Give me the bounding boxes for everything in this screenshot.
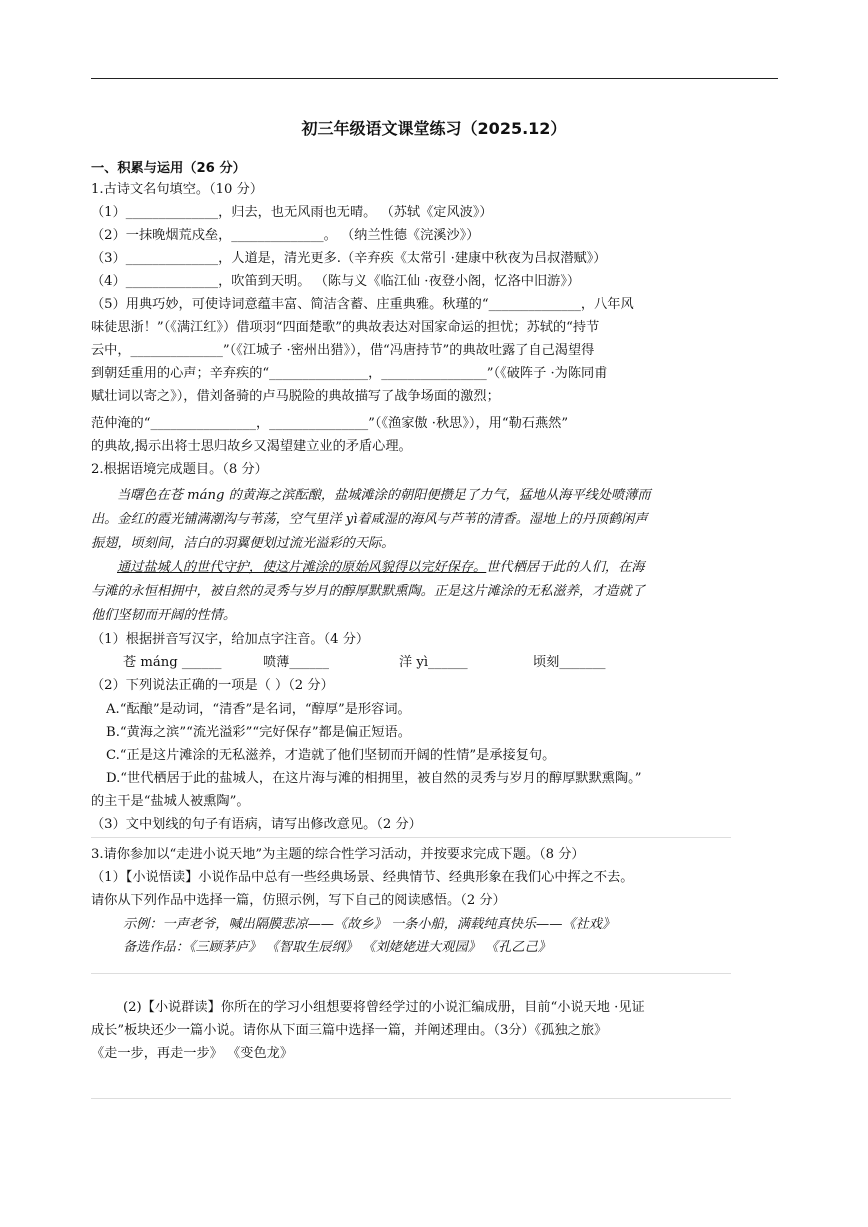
q3-line: 成长”板块还少一篇小说。请你从下面三篇中选择一篇，并阐述理由。（3分）《孤独之旅》 — [91, 1023, 608, 1038]
divider — [91, 837, 731, 838]
top-rule — [91, 78, 778, 79]
section-heading: 一、积累与运用（26 分） — [91, 161, 246, 176]
candidates-line: 备选作品：《三顾茅庐》 《智取生辰纲》 《刘姥姥进大观园》 《孔乙己》 — [123, 940, 551, 955]
answer-line — [91, 973, 731, 974]
pinyin-blank: 洋 yì______ — [399, 655, 468, 670]
q1-line: 的典故,揭示出将士思归故乡又渴望建立业的矛盾心理。 — [91, 439, 412, 454]
page-title: 初三年级语文课堂练习（2025.12） — [301, 119, 567, 138]
q1-line: （2）一抹晚烟荒戍垒，______________。 （纳兰性德《浣溪沙》） — [91, 228, 480, 243]
q2-heading: 2.根据语境完成题目。（8 分） — [91, 462, 268, 477]
q2-sub1: （1）根据拼音写汉字，给加点字注音。（4 分） — [91, 632, 370, 647]
q1-line: （5）用典巧妙，可使诗词意蕴丰富、简洁含蓄、庄重典雅。秋瑾的“______________，八年风 — [91, 297, 634, 312]
q3-line: 《走一步，再走一步》 《变色龙》 — [91, 1046, 294, 1061]
passage-line — [117, 558, 645, 578]
q1-line: （4）______________，吹笛到天明。 （陈与义《临江仙 ·夜登小阁，忆洛中旧游》） — [91, 274, 581, 289]
q1-line: 到朝廷重用的心声；辛弃疾的“_______________，________________”（《破阵子 ·为陈同甫 — [91, 366, 608, 381]
pinyin-blank: 苍 máng ______ — [123, 655, 222, 670]
q1-line: 范仲淹的“________________，_______________”（《渔家傲 ·秋思》），用“勒石燕然” — [91, 416, 569, 431]
q3-line: 请你从下列作品中选择一篇，仿照示例，写下自己的阅读感悟。（2 分） — [91, 893, 506, 908]
option: A.“酝酿”是动词，“清香”是名词，“醇厚”是形容词。 — [106, 702, 411, 717]
q2-sub2: （2）下列说法正确的一项是（ ）（2 分） — [91, 678, 334, 693]
q3-heading: 3.请你参加以“走进小说天地”为主题的综合性学习活动，并按要求完成下题。（8 分） — [91, 847, 585, 862]
passage-line: 当曙色在苍 máng 的黄海之滨酝酿，盐城滩涂的朝阳便攒足了力气，猛地从海平线处喷薄而 — [117, 488, 651, 503]
passage-line: 出。金红的霞光铺满潮沟与苇荡，空气里洋 yì着咸湿的海风与芦苇的清香。湿地上的丹顶鹤闲声 — [91, 512, 648, 527]
q1-line: 赋壮词以寄之》），借刘备骑的卢马脱险的典故描写了战争场面的激烈； — [91, 389, 500, 404]
passage-line: 他们坚韧而开阔的性情。 — [91, 608, 237, 623]
option: B.“黄海之滨”“流光溢彩”“完好保存”都是偏正短语。 — [106, 725, 411, 740]
passage-line: 与滩的永恒相拥中，被自然的灵秀与岁月的醇厚默默熏陶。正是这片滩涂的无私滋养，才造就了 — [91, 584, 645, 599]
q1-line: （1）______________，归去，也无风雨也无晴。 （苏轼《定风波》） — [91, 205, 493, 220]
example-line: 示例：一声老爷，喊出隔膜悲凉——《故乡》 一条小船，满载纯真快乐——《社戏》 — [123, 917, 616, 932]
q1-heading: 1.古诗文名句填空。（10 分） — [91, 182, 264, 197]
q2-sub3: （3）文中划线的句子有语病，请写出修改意见。（2 分） — [91, 817, 422, 832]
underlined-sentence: 通过盐城人的世代守护，使这片滩涂的原始风貌得以完好保存。 — [117, 560, 487, 575]
option: D.“世代栖居于此的盐城人，在这片海与滩的相拥里，被自然的灵秀与岁月的醇厚默默熏陶。” — [106, 771, 642, 786]
q1-line: （3）______________，人道是，清光更多.（辛弃疾《太常引 ·建康中秋夜为吕叔潜赋》） — [91, 251, 607, 266]
q1-line: 味徒思浙！”（《满江红》）借项羽“四面楚歌”的典故表达对国家命运的担忧；苏轼的“持节 — [91, 320, 600, 335]
q1-line: 云中，______________”（《江城子 ·密州出猎》），借“冯唐持节”的典故吐露了自己渴望得 — [91, 343, 595, 358]
q3-line: (2)【小说群读】你所在的学习小组想要将曾经学过的小说汇编成册，目前“小说天地 ·见证 — [123, 1000, 645, 1015]
pinyin-blank: 喷薄______ — [263, 655, 329, 670]
option: 的主干是“盐城人被熏陶”。 — [91, 794, 250, 809]
answer-line — [91, 1098, 731, 1099]
pinyin-blank: 顷刻_______ — [533, 655, 606, 670]
q3-line: （1）【小说悟读】小说作品中总有一些经典场景、经典情节、经典形象在我们心中挥之不去。 — [91, 870, 634, 885]
passage-rest: 世代栖居于此的人们，在海 — [486, 560, 645, 575]
passage-line: 振翅，顷刻间，洁白的羽翼便划过流光溢彩的天际。 — [91, 536, 395, 551]
option: C.“正是这片滩涂的无私滋养，才造就了他们坚韧而开阔的性情”是承接复句。 — [106, 748, 556, 763]
